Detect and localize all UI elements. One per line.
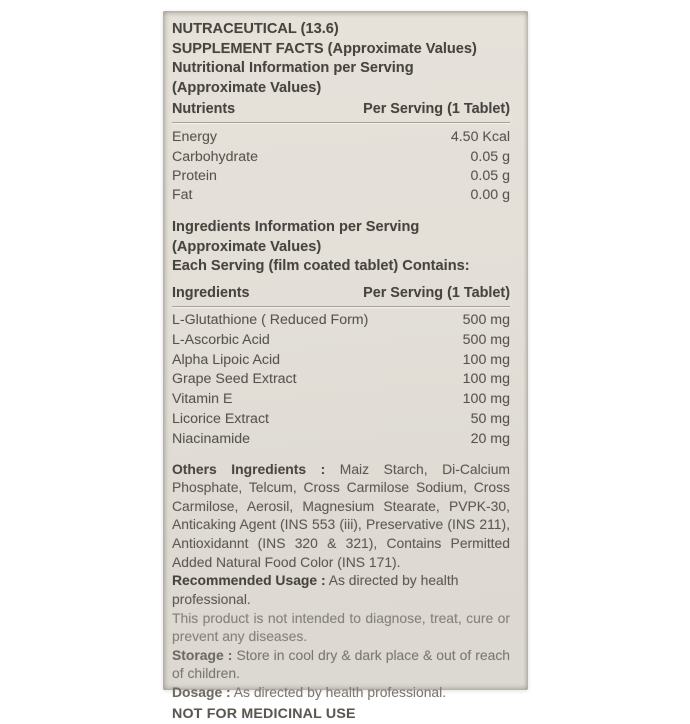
storage-paragraph	[172, 646, 510, 683]
nutrient-name: Carbohydrate	[172, 148, 258, 165]
nutrient-value: 0.05 g	[470, 167, 510, 184]
ingredient-value: 100 mg	[462, 391, 510, 408]
table-row	[172, 331, 510, 351]
nutrients-table-header	[172, 100, 510, 123]
other-ingredients-text: Maiz Starch, Di-Calcium Phosphate, Telcum, Cross Carmilose Sodium, Cross Carmilose, Aerosil, Magnesium Stearate, PVPK-30, Anticaking Agent (INS 553 (iii), Preservative (INS 211), Antioxidannt (INS 320 & 321), Contains Permitted Added Natural Food Color (INS 171).	[172, 460, 511, 570]
other-ingredients-label: Others Ingredients :	[172, 460, 326, 477]
storage-text: Store in cool dry & dark place & out of reach of children.	[172, 646, 511, 682]
table-row	[172, 351, 510, 371]
ingredient-name: Alpha Lipoic Acid	[172, 351, 281, 368]
ingredient-value: 50 mg	[470, 410, 510, 427]
ingredients-column-header: Ingredients	[172, 284, 250, 301]
nutrient-name: Fat	[172, 186, 193, 203]
nutrients-rows	[172, 128, 510, 205]
table-row	[172, 390, 510, 410]
ingredient-name: L-Ascorbic Acid	[172, 331, 270, 348]
nutritional-info-line: Nutritional Information per Serving	[172, 60, 414, 77]
product-type-line: NUTRACEUTICAL (13.6)	[172, 21, 339, 37]
ingredients-rows	[172, 311, 510, 450]
supplement-facts-title: SUPPLEMENT FACTS (Approximate Values)	[172, 40, 477, 57]
table-row	[172, 311, 510, 331]
storage-label: Storage :	[172, 646, 233, 663]
table-row	[172, 128, 510, 147]
table-row	[172, 186, 510, 205]
ingredient-value: 100 mg	[462, 351, 510, 368]
each-serving-line: Each Serving (film coated tablet) Contains:	[172, 258, 470, 275]
ingredients-info-line: Ingredients Information per Serving	[172, 219, 420, 236]
recommended-usage-label: Recommended Usage :	[172, 572, 326, 589]
not-for-medicinal-use-line: NOT FOR MEDICINAL USE	[172, 706, 356, 723]
ingredient-name: Licorice Extract	[172, 410, 269, 427]
approximate-values-line: (Approximate Values)	[172, 79, 322, 96]
ingredient-value: 500 mg	[462, 331, 510, 348]
nutrient-value: 4.50 Kcal	[450, 129, 510, 146]
table-row	[172, 410, 510, 430]
ingredient-name: Vitamin E	[172, 391, 233, 408]
other-ingredients-paragraph	[172, 460, 510, 572]
disclaimer-text: This product is not intended to diagnose, treat, cure or prevent any diseases.	[172, 610, 510, 645]
per-serving-column-header: Per Serving (1 Tablet)	[363, 284, 510, 301]
recommended-usage-line	[172, 571, 510, 609]
nutrient-name: Energy	[172, 129, 217, 146]
ingredient-value: 500 mg	[462, 311, 510, 328]
table-row	[172, 148, 510, 167]
ingredients-table-header	[172, 284, 510, 307]
nutrient-name: Protein	[172, 167, 217, 184]
nutrient-value: 0.05 g	[470, 148, 510, 165]
dosage-text: As directed by health professional.	[233, 683, 447, 700]
ingredient-name: Grape Seed Extract	[172, 371, 297, 388]
nutrient-value: 0.00 g	[470, 186, 510, 203]
per-serving-column-header: Per Serving (1 Tablet)	[363, 101, 510, 118]
table-row	[172, 370, 510, 390]
ingredient-name: L-Glutathione ( Reduced Form)	[172, 311, 369, 328]
ingredient-value: 20 mg	[470, 430, 510, 447]
ingredient-value: 100 mg	[462, 371, 510, 388]
supplement-facts-label	[163, 11, 528, 723]
table-row	[172, 430, 510, 450]
recommended-usage-text: As directed by health professional.	[172, 572, 459, 608]
dosage-line	[172, 683, 510, 702]
ingredient-name: Niacinamide	[172, 430, 251, 447]
approximate-values-line: (Approximate Values)	[172, 238, 322, 255]
ingredients-info-header	[172, 218, 510, 277]
nutrients-column-header: Nutrients	[172, 101, 236, 118]
label-header	[172, 20, 510, 98]
table-row	[172, 167, 510, 186]
dosage-label: Dosage :	[172, 683, 231, 700]
